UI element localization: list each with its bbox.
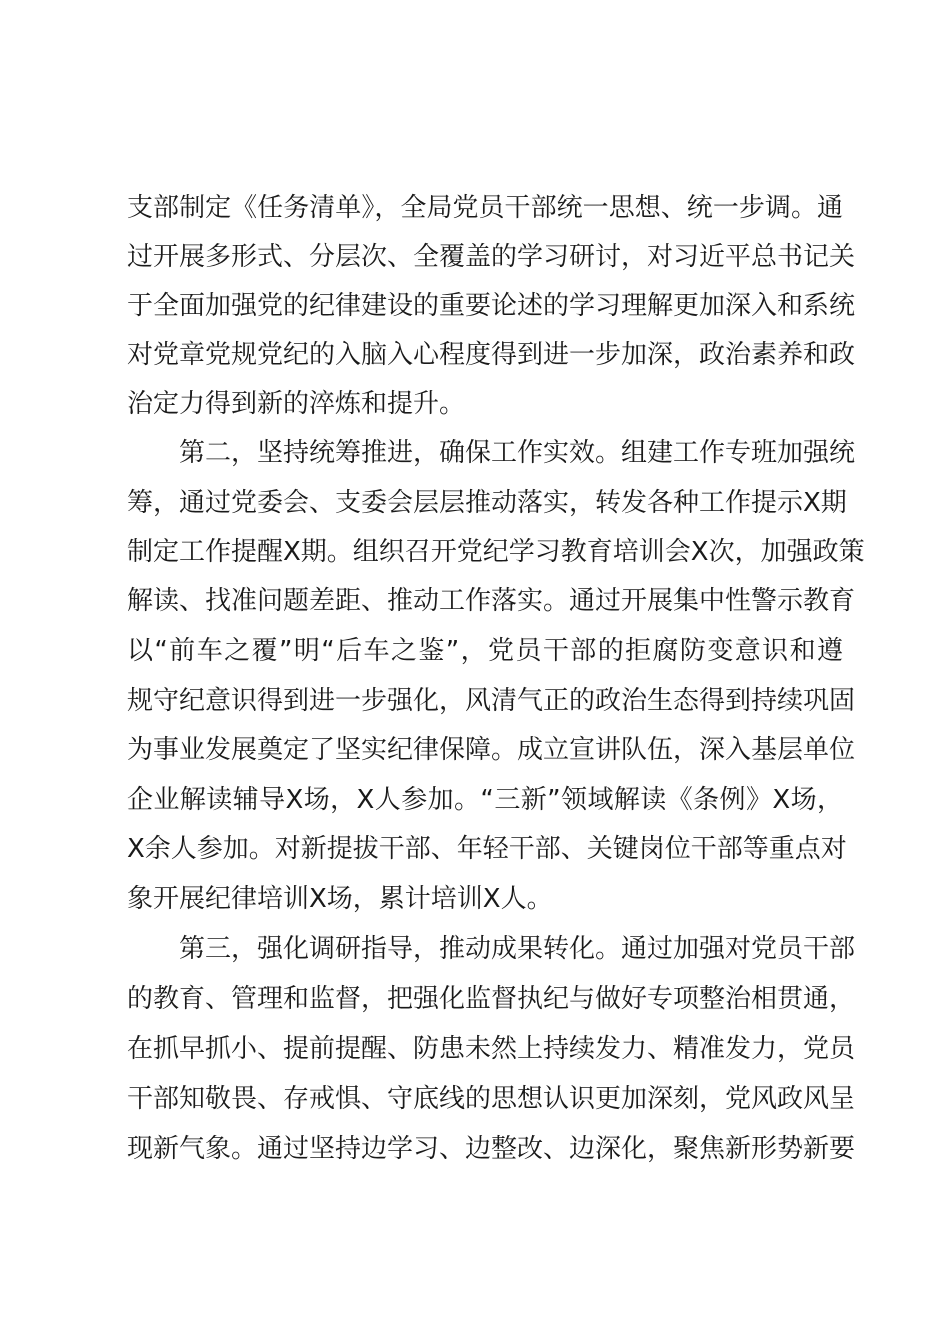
paragraph-1-line-2: 过开展多形式、分层次、全覆盖的学习研讨，对习近平总书记关: [127, 242, 856, 272]
paragraph-2-line-3: 制定工作提醒X期。组织召开党纪学习教育培训会X次，加强政策: [127, 537, 865, 567]
paragraph-2-line-8: 企业解读辅导X场，X人参加。“三新”领域解读《条例》X场，: [127, 785, 843, 815]
paragraph-2-line-1: 第二，坚持统筹推进，确保工作实效。组建工作专班加强统: [179, 438, 856, 468]
paragraph-3-line-1: 第三，强化调研指导，推动成果转化。通过加强对党员干部: [179, 934, 856, 964]
paragraph-1-line-4: 对党章党规党纪的入脑入心程度得到进一步加深，政治素养和政: [127, 340, 856, 370]
paragraph-2-line-6: 规守纪意识得到进一步强化，风清气正的政治生态得到持续巩固: [127, 686, 856, 716]
paragraph-3-line-5: 现新气象。通过坚持边学习、边整改、边深化，聚焦新形势新要: [127, 1134, 856, 1164]
paragraph-3-line-3: 在抓早抓小、提前提醒、防患未然上持续发力、精准发力，党员: [127, 1034, 856, 1064]
paragraph-1-line-3: 于全面加强党的纪律建设的重要论述的学习理解更加深入和系统: [127, 291, 856, 321]
paragraph-3-line-2: 的教育、管理和监督，把强化监督执纪与做好专项整治相贯通，: [127, 984, 856, 1014]
paragraph-2-line-4: 解读、找准问题差距、推动工作落实。通过开展集中性警示教育: [127, 586, 856, 616]
paragraph-2-line-10: 象开展纪律培训X场，累计培训X人。: [127, 884, 553, 914]
paragraph-2-line-5: 以“前车之覆”明“后车之鉴”，党员干部的拒腐防变意识和遵: [127, 636, 843, 666]
paragraph-2-line-2: 筹，通过党委会、支委会层层推动落实，转发各种工作提示X期: [127, 488, 847, 518]
paragraph-2-line-7: 为事业发展奠定了坚实纪律保障。成立宣讲队伍，深入基层单位: [127, 735, 856, 765]
paragraph-1-line-1: 支部制定《任务清单》，全局党员干部统一思想、统一步调。通: [127, 193, 843, 223]
paragraph-2-line-9: X余人参加。对新提拔干部、年轻干部、关键岗位干部等重点对: [127, 834, 847, 864]
paragraph-1-line-5: 治定力得到新的淬炼和提升。: [127, 389, 466, 419]
paragraph-3-line-4: 干部知敬畏、存戒惧、守底线的思想认识更加深刻，党风政风呈: [127, 1084, 856, 1114]
